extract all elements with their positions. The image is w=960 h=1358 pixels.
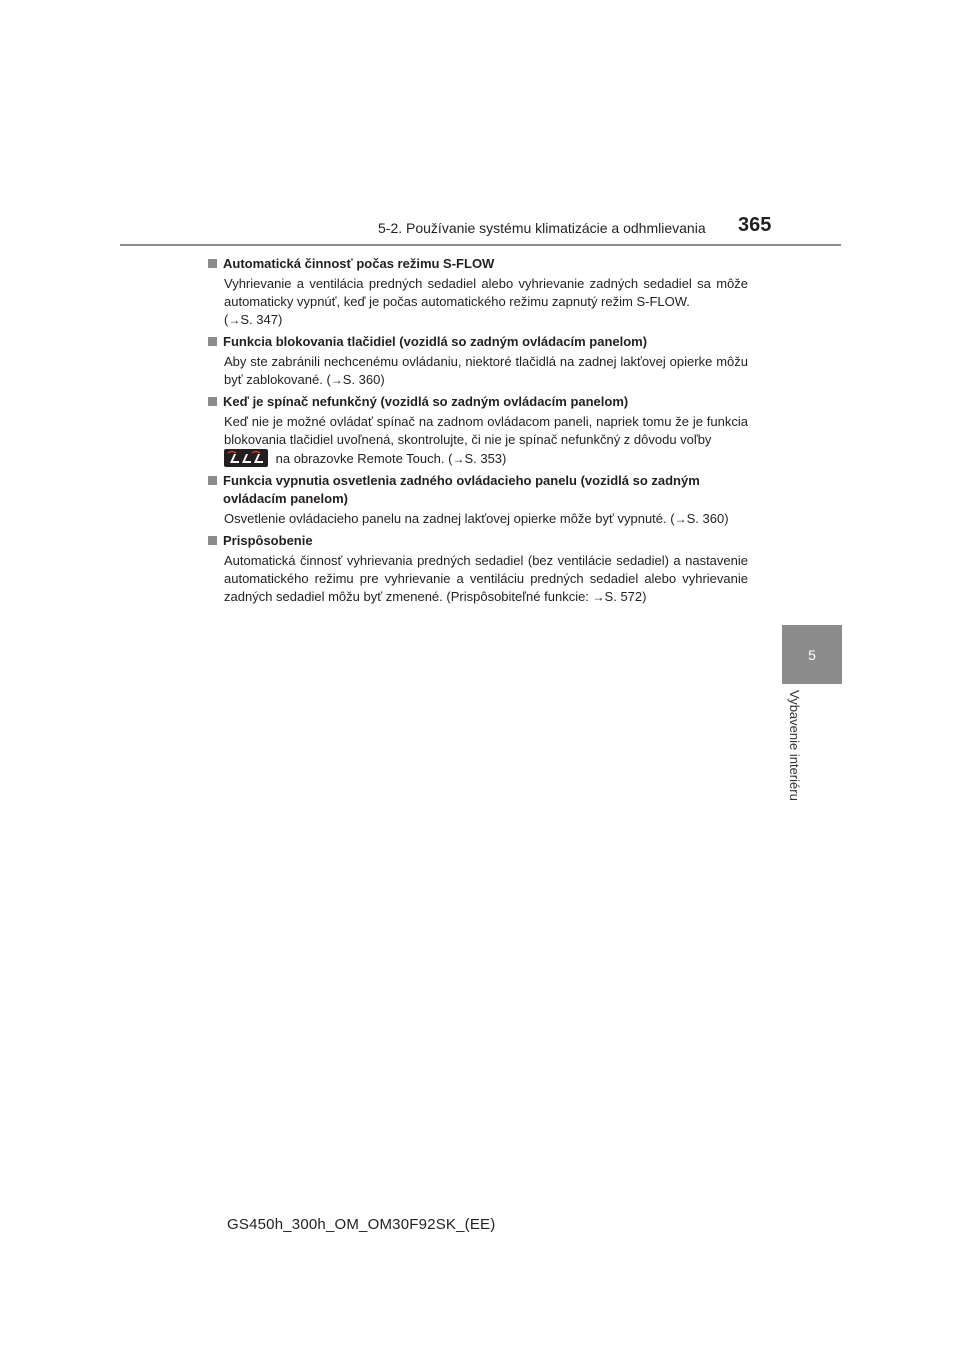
arrow-right-icon: → bbox=[674, 512, 687, 526]
arrow-right-icon: → bbox=[228, 313, 241, 327]
section-body: Vyhrievanie a ventilácia predných sedadiel alebo vyhrievanie zadných sedadiel sa môže automaticky vypnúť, keď je počas automatického režimu zapnutý režim S-FLOW. (→S. 347) bbox=[224, 276, 748, 327]
document-code: GS450h_300h_OM_OM30F92SK_(EE) bbox=[227, 1216, 496, 1233]
page-reference-link[interactable]: S. 360 bbox=[686, 511, 725, 526]
arrow-right-icon: → bbox=[452, 452, 465, 466]
bullet-square-icon bbox=[208, 536, 217, 545]
arrow-right-icon: → bbox=[592, 590, 605, 604]
bullet-square-icon bbox=[208, 337, 217, 346]
bullet-square-icon bbox=[208, 259, 217, 268]
page-reference-link[interactable]: S. 572 bbox=[604, 589, 643, 604]
section-heading: Funkcia vypnutia osvetlenia zadného ovládacieho panelu (vozidlá so zadným ovládacím panelom) bbox=[208, 472, 748, 508]
section-body: Aby ste zabránili nechcenému ovládaniu, niektoré tlačidlá na zadnej lakťovej opierke môžu byť zablokované. (→S. 360) bbox=[224, 354, 748, 387]
page-number: 365 bbox=[738, 214, 772, 236]
header-divider bbox=[120, 244, 841, 246]
section-button-lock bbox=[208, 333, 748, 389]
section-body: Automatická činnosť vyhrievania predných sedadiel (bez ventilácie sedadiel) a nastavenie automatického režimu pre vyhrievanie a ventiláciu predných sedadiel alebo vyhrievanie zadných sedadiel môžu byť zmenené. (Prispôsobiteľné funkcie: →S. 572) bbox=[224, 553, 748, 604]
chapter-tab-label: Vybavenie interiéru bbox=[787, 690, 802, 801]
bullet-square-icon bbox=[208, 476, 217, 485]
section-switch-inoperative bbox=[208, 393, 748, 468]
section-heading: Prispôsobenie bbox=[208, 532, 748, 550]
section-illumination-off bbox=[208, 472, 748, 528]
page-reference-link[interactable]: S. 353 bbox=[464, 451, 503, 466]
rear-seat-icon bbox=[224, 449, 268, 467]
section-customization bbox=[208, 532, 748, 606]
chapter-number: 5 bbox=[808, 646, 816, 663]
section-body: Osvetlenie ovládacieho panelu na zadnej lakťovej opierke môže byť vypnuté. (→S. 360) bbox=[224, 511, 729, 526]
page-reference-link[interactable]: S. 360 bbox=[342, 372, 381, 387]
arrow-right-icon: → bbox=[330, 373, 343, 387]
chapter-tab[interactable] bbox=[782, 625, 842, 684]
section-heading: Funkcia blokovania tlačidiel (vozidlá so zadným ovládacím panelom) bbox=[208, 333, 748, 351]
section-body: Keď nie je možné ovládať spínač na zadnom ovládacom paneli, napriek tomu že je funkcia blokovania tlačidiel uvoľnená, skontrolujte, či nie je spínač nefunkčný z dôvodu voľby na obrazovke Remote Touch. (→S. 353) bbox=[224, 414, 748, 466]
page-content bbox=[208, 255, 748, 610]
bullet-square-icon bbox=[208, 397, 217, 406]
section-heading: Automatická činnosť počas režimu S-FLOW bbox=[208, 255, 748, 273]
section-heading: Keď je spínač nefunkčný (vozidlá so zadným ovládacím panelom) bbox=[208, 393, 748, 411]
section-s-flow bbox=[208, 255, 748, 329]
page-reference-link[interactable]: S. 347 bbox=[240, 312, 278, 327]
chapter-section-title: 5-2. Používanie systému klimatizácie a odhmlievania bbox=[378, 220, 706, 236]
